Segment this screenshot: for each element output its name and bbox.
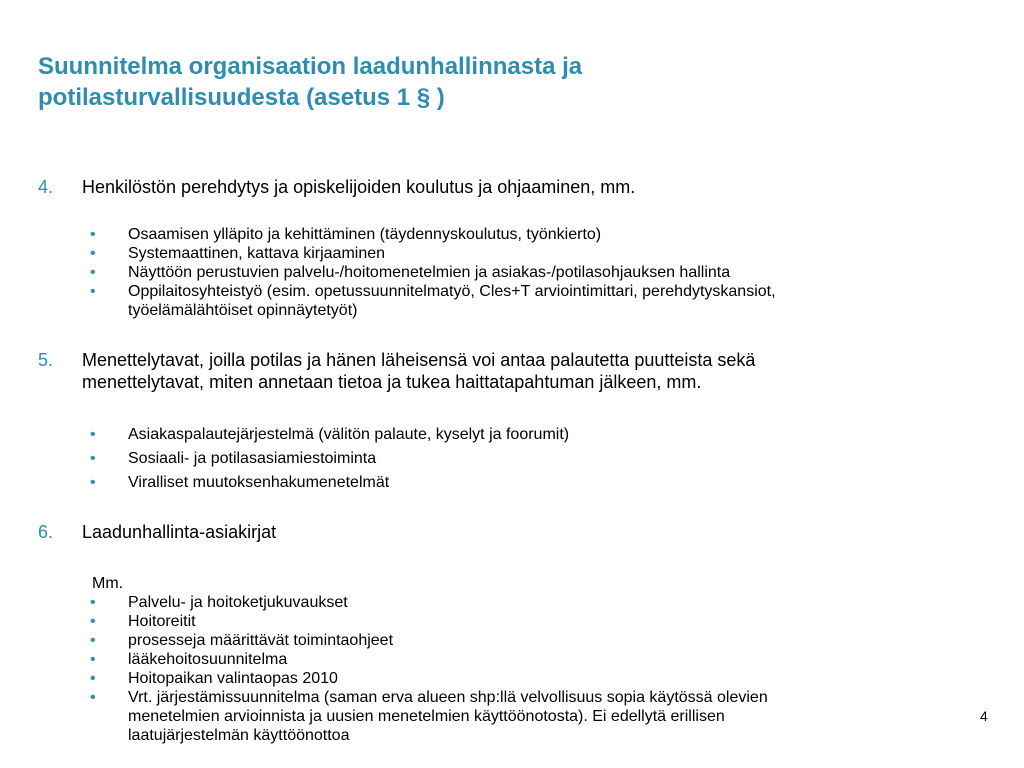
- bullet-icon: •: [90, 689, 96, 706]
- bullet-icon: •: [90, 450, 96, 467]
- item-number: 6.: [38, 522, 54, 542]
- bullet-icon: •: [90, 474, 96, 491]
- bullet-icon: •: [90, 632, 96, 649]
- page-number: 4: [980, 708, 988, 724]
- bullet-line: Oppilaitosyhteistyö (esim. opetussuunnitelmatyö, Cles+T arviointimittari, perehdytyskansiot,: [128, 283, 776, 300]
- slide-title: [38, 51, 758, 113]
- bullet-item: [128, 650, 968, 669]
- bullet-line: Palvelu- ja hoitoketjukuvaukset: [128, 594, 348, 611]
- bullet-line: menetelmien arvioinnista ja uusien menetelmien käyttöönotosta). Ei edellytä erillisen: [128, 708, 725, 725]
- bullet-item: [128, 263, 968, 282]
- bullet-icon: •: [90, 245, 96, 262]
- bullet-item: [128, 593, 968, 612]
- bullet-icon: •: [90, 651, 96, 668]
- slide-title-line: potilasturvallisuudesta (asetus 1 § ): [38, 84, 445, 111]
- list-intro: Mm.: [92, 575, 124, 592]
- bullet-line: lääkehoitosuunnitelma: [128, 651, 288, 668]
- bullet-line: prosesseja määrittävät toimintaohjeet: [128, 632, 394, 649]
- bullet-item: [128, 612, 968, 631]
- bullet-icon: •: [90, 670, 96, 687]
- bullet-item: [128, 688, 968, 745]
- bullet-line: Asiakaspalautejärjestelmä (välitön palaute, kyselyt ja foorumit): [128, 426, 570, 443]
- bullet-item: [128, 449, 968, 468]
- item-number: 5.: [38, 350, 54, 370]
- slide-title-line: Suunnitelma organisaation laadunhallinnasta ja: [38, 53, 583, 80]
- bullet-line: Näyttöön perustuvien palvelu-/hoitomenetelmien ja asiakas-/potilasohjauksen hallinta: [128, 264, 731, 281]
- item-heading-line: menettelytavat, miten annetaan tietoa ja tukea haittatapahtuman jälkeen, mm.: [82, 372, 702, 392]
- bullet-line: Viralliset muutoksenhakumenetelmät: [128, 474, 390, 491]
- bullet-line: työelämälähtöiset opinnäytetyöt): [128, 302, 358, 319]
- bullet-line: laatujärjestelmän käyttöönottoa: [128, 727, 350, 744]
- bullet-icon: •: [90, 226, 96, 243]
- bullet-line: Hoitoreitit: [128, 613, 196, 630]
- bullet-item: [128, 669, 968, 688]
- item-heading: [82, 521, 972, 543]
- bullet-item: [128, 225, 968, 244]
- bullet-item: [128, 244, 968, 263]
- bullet-icon: •: [90, 594, 96, 611]
- bullet-icon: •: [90, 613, 96, 630]
- bullet-item: [128, 425, 968, 444]
- item-heading-line: Henkilöstön perehdytys ja opiskelijoiden koulutus ja ohjaaminen, mm.: [82, 177, 636, 197]
- item-heading: [82, 176, 972, 198]
- bullet-icon: •: [90, 426, 96, 443]
- item-heading: [82, 349, 972, 393]
- bullet-item: [128, 631, 968, 650]
- item-number: 4.: [38, 177, 54, 197]
- bullet-line: Vrt. järjestämissuunnitelma (saman erva alueen shp:llä velvollisuus sopia käytössä olevien: [128, 689, 768, 706]
- bullet-line: Osaamisen ylläpito ja kehittäminen (täydennyskoulutus, työnkierto): [128, 226, 602, 243]
- bullet-icon: •: [90, 283, 96, 300]
- bullet-line: Systemaattinen, kattava kirjaaminen: [128, 245, 386, 262]
- bullet-item: [128, 473, 968, 492]
- bullet-line: Sosiaali- ja potilasasiamiestoiminta: [128, 450, 377, 467]
- item-heading-line: Laadunhallinta-asiakirjat: [82, 522, 277, 542]
- item-heading-line: Menettelytavat, joilla potilas ja hänen läheisensä voi antaa palautetta puutteista sekä: [82, 350, 756, 370]
- bullet-item: [128, 282, 968, 320]
- bullet-icon: •: [90, 264, 96, 281]
- bullet-line: Hoitopaikan valintaopas 2010: [128, 670, 338, 687]
